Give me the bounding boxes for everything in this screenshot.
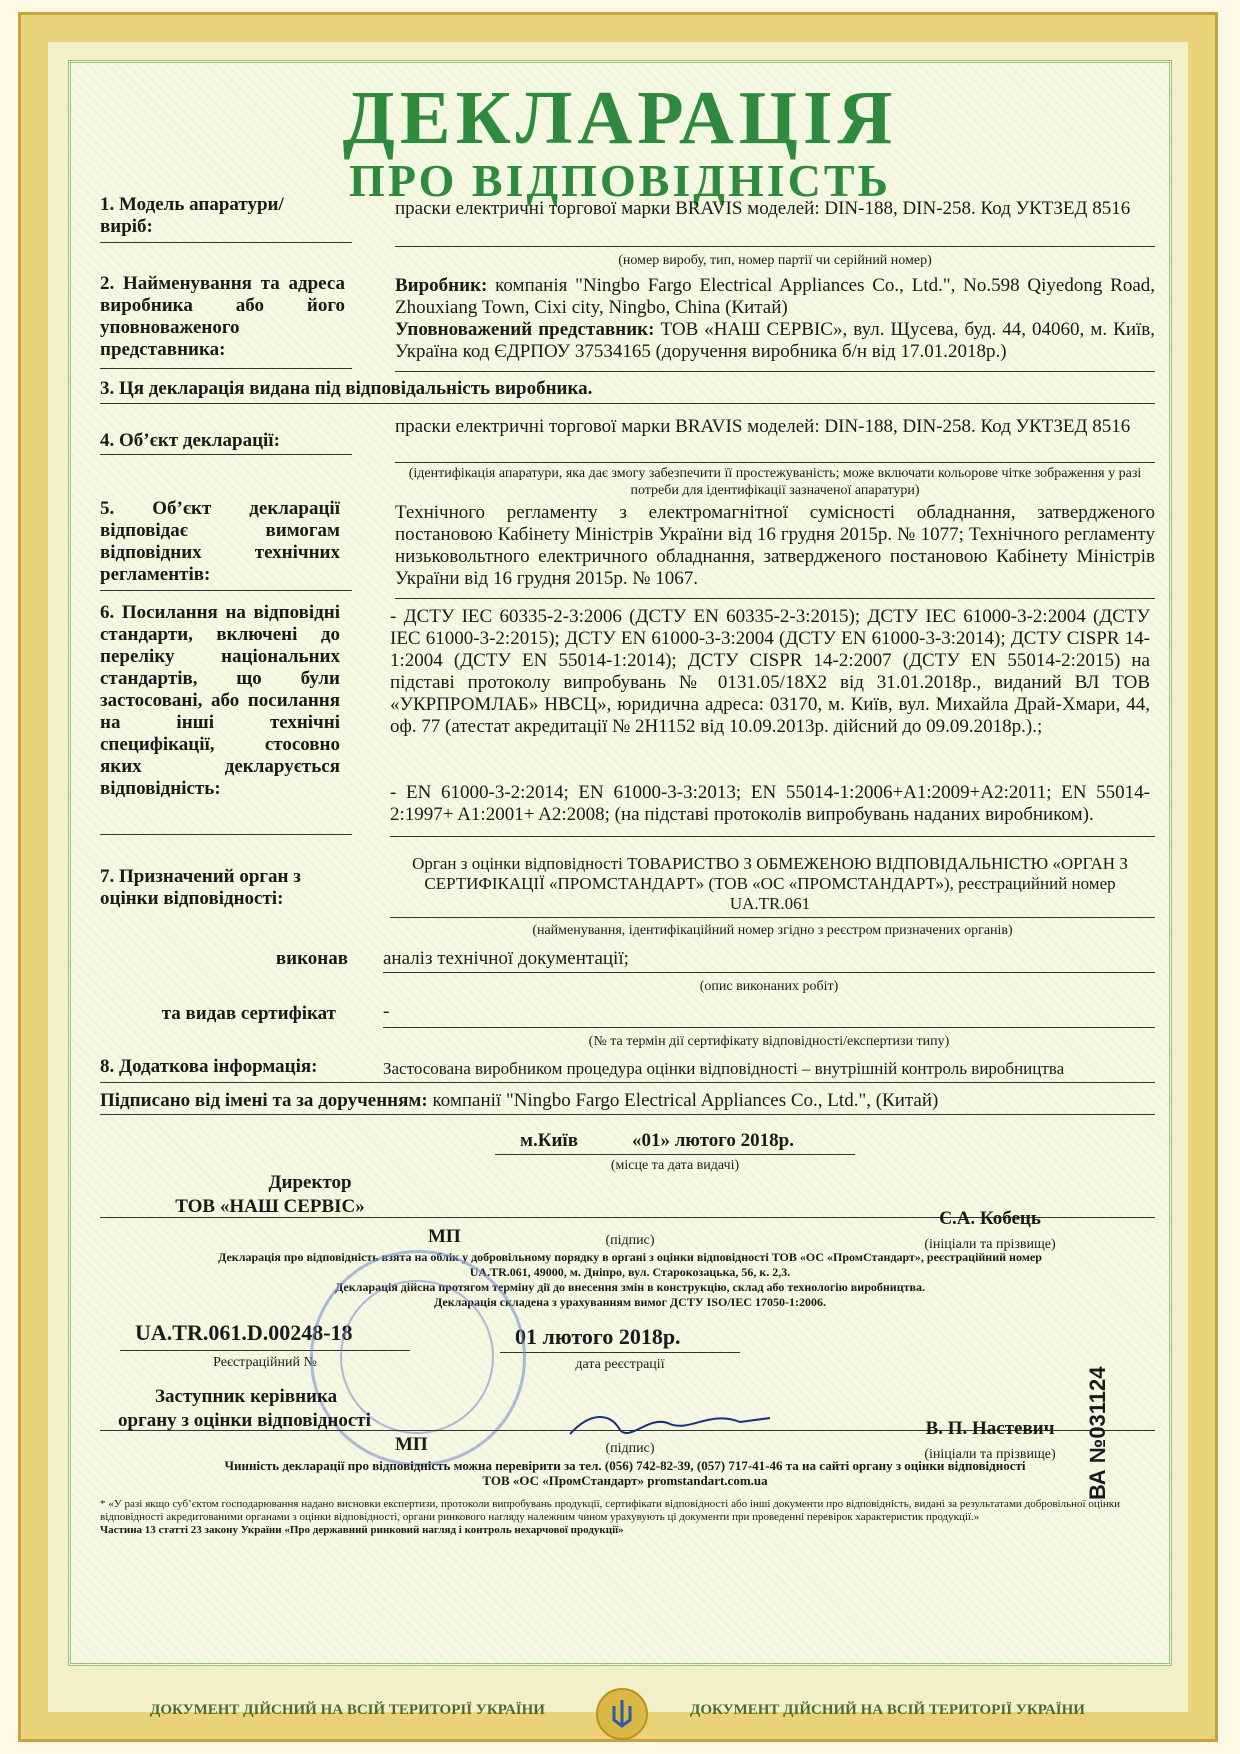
certificate-value: -	[383, 1001, 390, 1022]
place-date-caption: (місце та дата видачі)	[610, 1158, 740, 1173]
section-1-value: праски електричні торгової марки BRAVIS моделей: DIN-188, DIN-258. Код УКТЗЕД 8516	[395, 198, 1131, 219]
section-6-label: 6. Посилання на відповідні стандарти, включені до переліку національних стандартів, що були застосовані, або посилання на інші технічні специфікації, стосовно яких декларується відповідність:	[100, 602, 340, 799]
signed-value: компанії "Ningbo Fargo Electrical Appliances Co., Ltd.", (Китай)	[427, 1090, 939, 1111]
deputy-stamp-mark: МП	[395, 1434, 428, 1455]
signed-label: Підписано від імені та за дорученням:	[100, 1090, 428, 1111]
section-8-label: 8. Додаткова інформація:	[100, 1056, 318, 1077]
registration-number: UA.TR.061.D.00248-18	[135, 1320, 353, 1345]
certificate-caption: (№ та термін дії сертифікату відповідності/експертизи типу)	[588, 1034, 950, 1049]
performed-caption: (опис виконаних робіт)	[699, 979, 839, 994]
registration-number-caption: Реєстраційний №	[213, 1355, 317, 1370]
section-1-caption: (номер виробу, тип, номер партії чи серійний номер)	[618, 253, 932, 268]
deputy-signature	[560, 1402, 780, 1442]
divider	[100, 1082, 1155, 1083]
section-7-label: 7. Призначений орган з оцінки відповідності:	[100, 866, 301, 909]
performed-value: аналіз технічної документації;	[383, 948, 629, 969]
director-signature-caption: (підпис)	[605, 1233, 655, 1248]
section-4-value: праски електричні торгової марки BRAVIS моделей: DIN-188, DIN-258. Код УКТЗЕД 8516	[395, 416, 1131, 437]
deputy-name: В. П. Настевич	[925, 1418, 1055, 1439]
deputy-title-2: органу з оцінки відповідності	[118, 1410, 371, 1431]
serial-number: ВА №031124	[1085, 1366, 1110, 1500]
registration-note-line-2: UA.TR.061, 49000, м. Дніпро, вул. Старокозацька, 56, к. 2,3.	[469, 1265, 791, 1279]
divider	[390, 917, 1155, 918]
director-stamp-mark: МП	[428, 1226, 461, 1247]
document-subtitle: ПРО ВІДПОВІДНІСТЬ	[349, 155, 891, 206]
validity-line-2: ТОВ «ОС «ПромСтандарт» promstandart.com.ua	[482, 1473, 768, 1488]
director-title: Директор	[268, 1172, 352, 1193]
registration-date-caption: дата реєстрації	[575, 1357, 665, 1372]
divider	[100, 242, 352, 243]
divider	[395, 462, 1155, 463]
registration-note-line-1: Декларація про відповідність взята на облік у добровільному порядку в органі з оцінки відповідності ТОВ «ОС «ПромСтандарт», реєстраційний номер	[218, 1250, 1042, 1264]
divider	[100, 590, 352, 591]
representative-value: ТОВ «НАШ СЕРВІС», вул. Щусева, буд. 44, 04060, м. Київ, Україна код ЄДРПОУ 37534165 (доручення виробника б/н від 17.01.2018р.)	[395, 319, 1155, 362]
section-7-caption: (найменування, ідентифікаційний номер згідно з реєстром призначених органів)	[532, 923, 1013, 938]
section-5-value: Технічного регламенту з електромагнітної сумісності обладнання, затвердженого постановою Кабінету Міністрів України від 16 грудня 2015р. № 1077; Технічного регламенту низьковольтного електричного обладнання, затвердженого постановою Кабінету Міністрів України від 16 грудня 2015р. № 1067.	[395, 502, 1155, 589]
manufacturer-value: компанія "Ningbo Fargo Electrical Appliances Co., Ltd.", No.598 Qiyedong Road, Zhouxiang Town, Cixi city, Ningbo, China (Китай)	[395, 275, 1155, 318]
validity-note	[100, 1458, 1150, 1488]
director-org: ТОВ «НАШ СЕРВІС»	[175, 1196, 365, 1217]
signed-on-behalf	[100, 1090, 1155, 1112]
section-2-label: 2. Найменування та адреса виробника або його уповноваженого представника:	[100, 273, 345, 360]
section-5-label: 5. Об’єкт декларації відповідає вимогам відповідних технічних регламентів:	[100, 498, 340, 585]
section-7-value: Орган з оцінки відповідності ТОВАРИСТВО З ОБМЕЖЕНОЮ ВІДПОВІДАЛЬНІСТЮ «ОРГАН З СЕРТИФІКАЦІЇ «ПРОМСТАНДАРТ» (ТОВ «ОС «ПРОМСТАНДАРТ»), реєстрацийний номер UA.TR.061	[412, 854, 1128, 913]
document-title: ДЕКЛАРАЦІЯ	[342, 76, 898, 160]
section-1-label: 1. Модель апаратури/виріб:	[100, 194, 284, 237]
registration-note-line-4: Декларація складена з урахуванням вимог ДСТУ ISO/IEC 17050-1:2006.	[433, 1295, 827, 1309]
divider	[383, 1027, 1155, 1028]
divider	[395, 598, 1155, 599]
border-text-right: ДОКУМЕНТ ДІЙСНИЙ НА ВСІЙ ТЕРИТОРІЇ УКРАЇНИ	[690, 1702, 1085, 1718]
section-4-label: 4. Об’єкт декларації:	[100, 430, 280, 451]
footnote	[100, 1498, 1120, 1537]
representative-key: Уповноважений представник:	[395, 319, 655, 340]
divider	[500, 1352, 740, 1353]
manufacturer-key: Виробник:	[395, 275, 488, 296]
deputy-title-1: Заступник керівника	[155, 1386, 338, 1407]
divider	[390, 836, 1155, 837]
director-name: Є.А. Кобець	[939, 1208, 1041, 1229]
border-text-left: ДОКУМЕНТ ДІЙСНИЙ НА ВСІЙ ТЕРИТОРІЇ УКРАЇНИ	[150, 1702, 545, 1718]
divider	[395, 371, 1155, 372]
divider	[383, 972, 1155, 973]
divider	[395, 246, 1155, 247]
registration-note-line-3: Декларація дійсна протягом терміну дії до внесення змін в конструкцію, склад або технологію виробництва.	[335, 1280, 925, 1294]
section-4-caption: (ідентифікація апаратури, яка дає змогу забезпечити її простежуваність; може включати кольорове чітке зображення у разі потреби для ідентифікації зазначеної апаратури)	[408, 466, 1142, 498]
divider	[495, 1154, 855, 1155]
divider	[100, 834, 352, 835]
section-8-value: Застосована виробником процедура оцінки відповідності – внутрішній контроль виробництва	[383, 1059, 1065, 1078]
deputy-signature-caption: (підпис)	[605, 1441, 655, 1456]
director-name-caption: (ініціали та прізвище)	[924, 1237, 1056, 1252]
issue-city: м.Київ	[520, 1130, 578, 1151]
validity-line-1: Чинність декларації про відповідність можна перевірити за тел. (056) 742-82-39, (057) 717-41-46 та на сайті органу з оцінки відповідності	[224, 1458, 1026, 1473]
divider	[100, 454, 352, 455]
section-3-text: 3. Ця декларація видана під відповідальність виробника.	[100, 378, 593, 399]
divider	[100, 368, 352, 369]
deputy-name-caption: (ініціали та прізвище)	[924, 1447, 1056, 1462]
footnote-law: Частина 13 статті 23 закону України «Про державний ринковий нагляд і контроль нехарчової продукції»	[100, 1524, 624, 1536]
performed-label: виконав	[275, 948, 348, 969]
issue-date: «01» лютого 2018р.	[632, 1130, 794, 1151]
certificate-label: та видав сертифікат	[161, 1003, 336, 1024]
footnote-text: * «У разі якщо суб’єктом господарювання надано висновки експертизи, протоколи випробувань продукції, сертифікати відповідності або інші документи про відповідність, видані за результатами добровільної оцінки відповідності акредитованими органами з оцінки відповідності, органи ринкового нагляду належним чином урахувують ці документи при проведенні перевірок характеристик продукції.»	[100, 1498, 1120, 1523]
section-6-value-2: - EN 61000-3-2:2014; EN 61000-3-3:2013; EN 55014-1:2006+A1:2009+A2:2011; EN 55014-2:1997+ A1:2001+ A2:2008; (на підставі протоколів випробувань наданих виробником).	[390, 782, 1150, 825]
trident-emblem-icon	[596, 1688, 648, 1740]
registration-date: 01 лютого 2018р.	[515, 1324, 681, 1349]
divider	[100, 403, 1155, 404]
section-2-value	[395, 275, 1155, 363]
registration-note	[110, 1250, 1150, 1310]
divider	[100, 1114, 1155, 1115]
section-6-value-1: - ДСТУ IEC 60335-2-3:2006 (ДСТУ EN 60335-2-3:2015); ДСТУ IEC 61000-3-2:2004 (ДСТУ IEC 61000-3-2:2015); ДСТУ EN 61000-3-3:2004 (ДСТУ EN 61000-3-3:2014); ДСТУ CISPR 14-1:2004 (ДСТУ EN 55014-1:2014); ДСТУ CISPR 14-2:2007 (ДСТУ EN 55014-2:2015) на підставі протоколу випробувань № 0131.05/18Х2 від 31.01.2018р., виданий ВЛ ТОВ «УКРПРОМЛАБ» НВСЦ», юридична адреса: 03170, м. Київ, вул. Михайла Драй-Хмари, 44, оф. 77 (атестат акредитації № 2Н1152 від 10.09.2013р. дійсний до 09.09.2018р.).;	[390, 606, 1150, 737]
